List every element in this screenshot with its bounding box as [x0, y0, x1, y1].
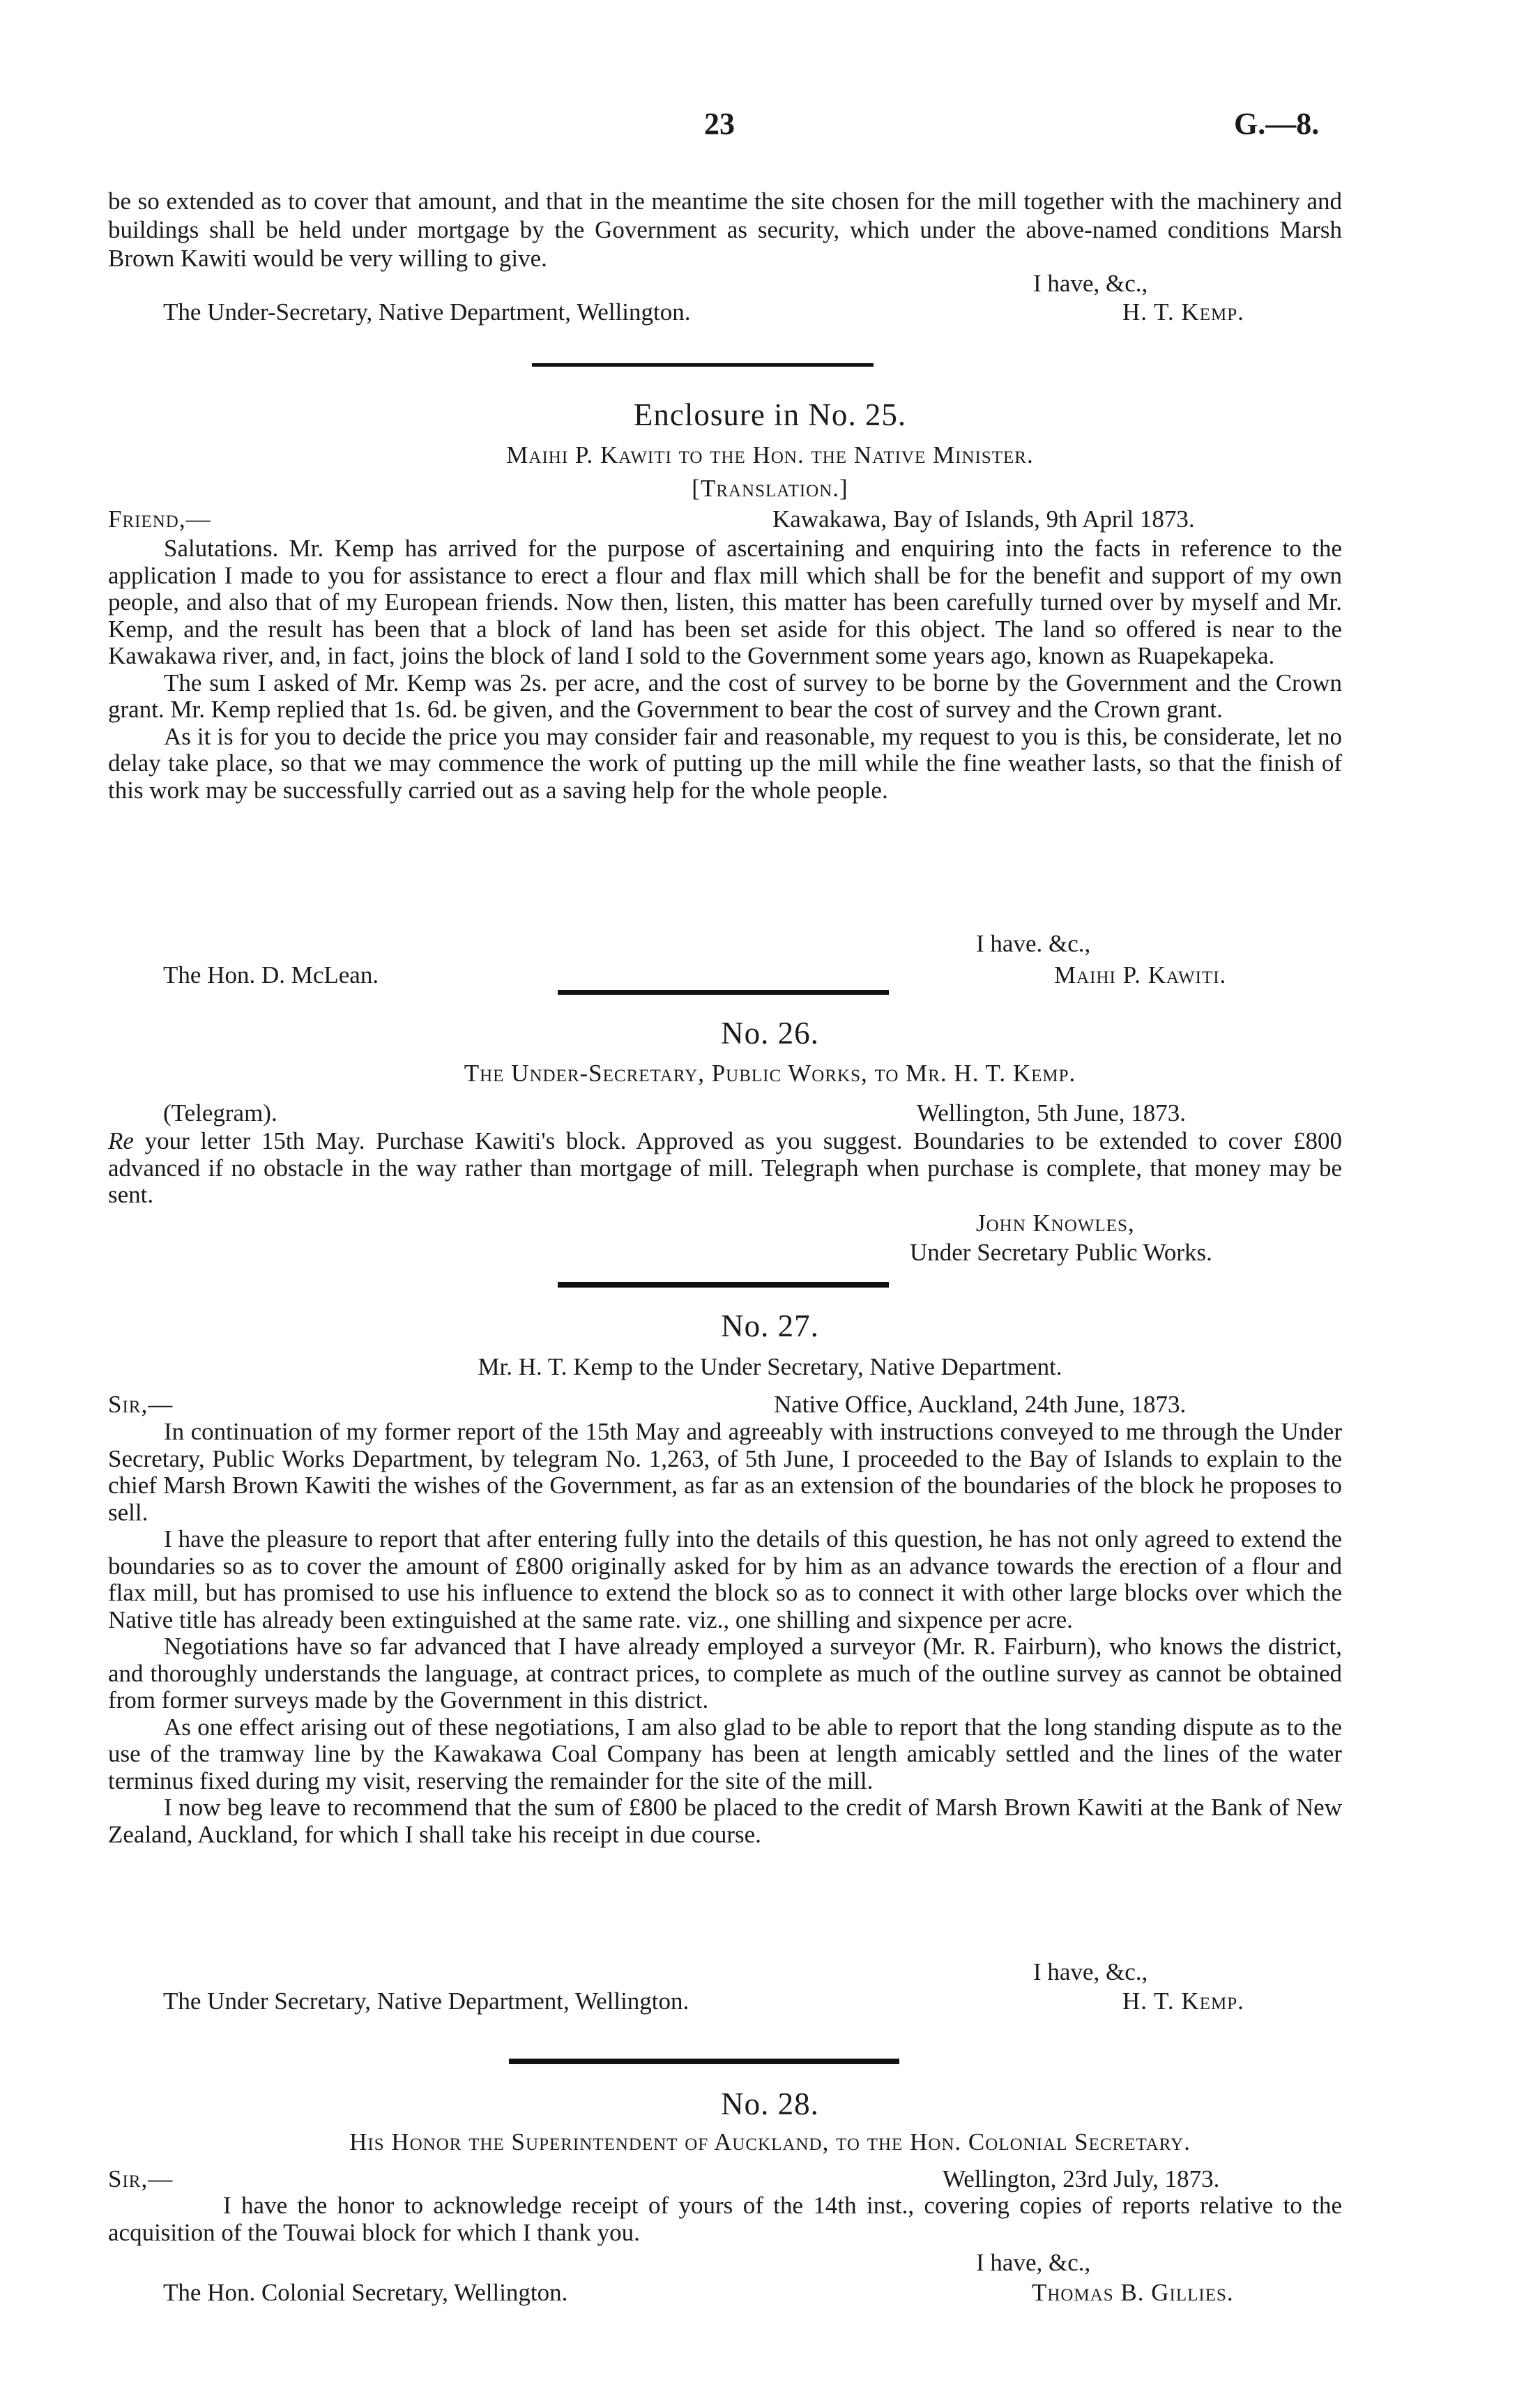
no26-signature-title: Under Secretary Public Works. [910, 1239, 1212, 1266]
no27-paragraph: I now beg leave to recommend that the sum of £800 be placed to the credit of Marsh Brown Kawiti at the Bank of New Zealand, Auckland, for which I shall take his receipt in due course. [108, 1794, 1342, 1848]
no26-re: Re [108, 1127, 134, 1154]
translation-label: [Translation.] [692, 475, 848, 502]
no28-body [108, 2192, 1342, 2246]
no27-salutation: Sir,— [108, 1391, 174, 1418]
enclosure-paragraph: Salutations. Mr. Kemp has arrived for the purpose of ascertaining and enquiring into the facts in reference to the application I made to you for assistance to erect a flour and flax mill which shall be for the benefit and support of my own people, and also that of my European friends. Now then, listen, this matter has been carefully turned over by myself and Mr. Kemp, and the result has been that a block of land has been set aside for this object. The land so offered is near to the Kawakawa river, and, in fact, joins the block of land I sold to the Government some years ago, known as Ruapekapeka. [108, 535, 1342, 669]
no28-subtitle: His Honor the Superintendent of Auckland, to the Hon. Colonial Secretary. [349, 2128, 1191, 2155]
section-divider [558, 990, 889, 995]
opening-closing: I have, &c., [1033, 270, 1148, 297]
no27-place-date: Native Office, Auckland, 24th June, 1873. [774, 1391, 1187, 1418]
no27-subtitle: Mr. H. T. Kemp to the Under Secretary, Native Department. [478, 1353, 1062, 1380]
opening-paragraph: be so extended as to cover that amount, and that in the meantime the site chosen for the mill together with the machinery and buildings shall be held under mortgage by the Government as security, which under the above-named conditions Marsh Brown Kawiti would be very willing to give. [108, 188, 1342, 272]
no28-salutation: Sir,— [108, 2165, 174, 2192]
no27-signature: H. T. Kemp. [1122, 1987, 1244, 2015]
no27-body [108, 1419, 1342, 1848]
enclosure-paragraph: The sum I asked of Mr. Kemp was 2s. per acre, and the cost of survey to be borne by the Government and the Crown grant. Mr. Kemp replied that 1s. 6d. be given, and the Government to bear the cost of survey and the Crown grant. [108, 669, 1342, 723]
no28-signature: Thomas B. Gillies. [1032, 2279, 1234, 2306]
section-divider [558, 1282, 889, 1288]
no26-body: Re your letter 15th May. Purchase Kawiti's block. Approved as you suggest. Boundaries to be extended to cover £800 advanced if no obstacle in the way rather than mortgage of mill. Telegraph when purchase is complete, that money may be sent. [108, 1127, 1342, 1208]
enclosure-signature: Maihi P. Kawiti. [1054, 961, 1227, 989]
no28-paragraph: I have the honor to acknowledge receipt of yours of the 14th inst., covering copies of reports relative to the acquisition of the Touwai block for which I thank you. [108, 2192, 1342, 2246]
opening-signature: H. T. Kemp. [1122, 298, 1244, 326]
enclosure-paragraph: As it is for you to decide the price you may consider fair and reasonable, my request to you is this, be considerate, let no delay take place, so that we may commence the work of putting up the mill while the fine weather lasts, so that the finish of this work may be successfully carried out as a saving help for the whole people. [108, 722, 1342, 804]
section-divider [532, 363, 874, 367]
no27-paragraph: In continuation of my former report of the 15th May and agreeably with instructions conveyed to me through the Under Secretary, Public Works Department, by telegram No. 1,263, of 5th June, I proceeded to the Bay of Islands to explain to the chief Marsh Brown Kawiti the wishes of the Government, as far as an extension of the boundaries of the block he proposes to sell. [108, 1418, 1342, 1526]
no28-title: No. 28. [721, 2086, 819, 2121]
no27-closing: I have, &c., [1033, 1958, 1148, 1985]
no27-paragraph: I have the pleasure to report that after entering fully into the details of this question, he has not only agreed to extend the boundaries so as to cover the amount of £800 originally asked for by him as an advance towards the erection of a flour and flax mill, but has promised to use his influence to extend the block so as to connect it with other large blocks over which the Native title has already been extinguished at the same rate. viz., one shilling and sixpence per acre. [108, 1525, 1342, 1633]
no27-paragraph: Negotiations have so far advanced that I have already employed a surveyor (Mr. R. Fairburn), who knows the district, and thoroughly understands the language, at contract prices, to complete as much of the outline survey as cannot be obtained from former surveys made by the Government in this district. [108, 1633, 1342, 1714]
no26-title: No. 26. [721, 1016, 819, 1051]
no27-addressee: The Under Secretary, Native Department, Wellington. [163, 1987, 689, 2015]
no26-place-date: Wellington, 5th June, 1873. [917, 1099, 1187, 1127]
page-number: 23 [704, 107, 735, 141]
enclosure-title: Enclosure in No. 25. [633, 397, 907, 432]
section-divider [509, 2059, 899, 2064]
no28-place-date: Wellington, 23rd July, 1873. [943, 2165, 1220, 2192]
no26-type: (Telegram). [163, 1099, 277, 1127]
no26-subtitle: The Under-Secretary, Public Works, to Mr. H. T. Kemp. [464, 1060, 1076, 1087]
no27-paragraph: As one effect arising out of these negotiations, I am also glad to be able to report that the long standing dispute as to the use of the tramway line by the Kawakawa Coal Company has been at length amicably settled and the lines of the water terminus fixed during my visit, reserving the remainder for the site of the mill. [108, 1713, 1342, 1794]
document-reference: G.—8. [1234, 107, 1320, 141]
enclosure-body [108, 535, 1342, 804]
no28-closing: I have, &c., [976, 2249, 1091, 2276]
opening-addressee: The Under-Secretary, Native Department, Wellington. [163, 298, 691, 326]
enclosure-subtitle: Maihi P. Kawiti to the Hon. the Native Minister. [506, 441, 1034, 468]
no27-title: No. 27. [721, 1308, 819, 1343]
no28-addressee: The Hon. Colonial Secretary, Wellington. [163, 2279, 568, 2306]
enclosure-place-date: Kawakawa, Bay of Islands, 9th April 1873. [772, 505, 1195, 533]
no26-signature: John Knowles, [976, 1210, 1135, 1237]
enclosure-closing: I have. &c., [976, 930, 1091, 957]
enclosure-salutation: Friend,— [108, 505, 211, 533]
enclosure-addressee: The Hon. D. McLean. [163, 961, 379, 989]
